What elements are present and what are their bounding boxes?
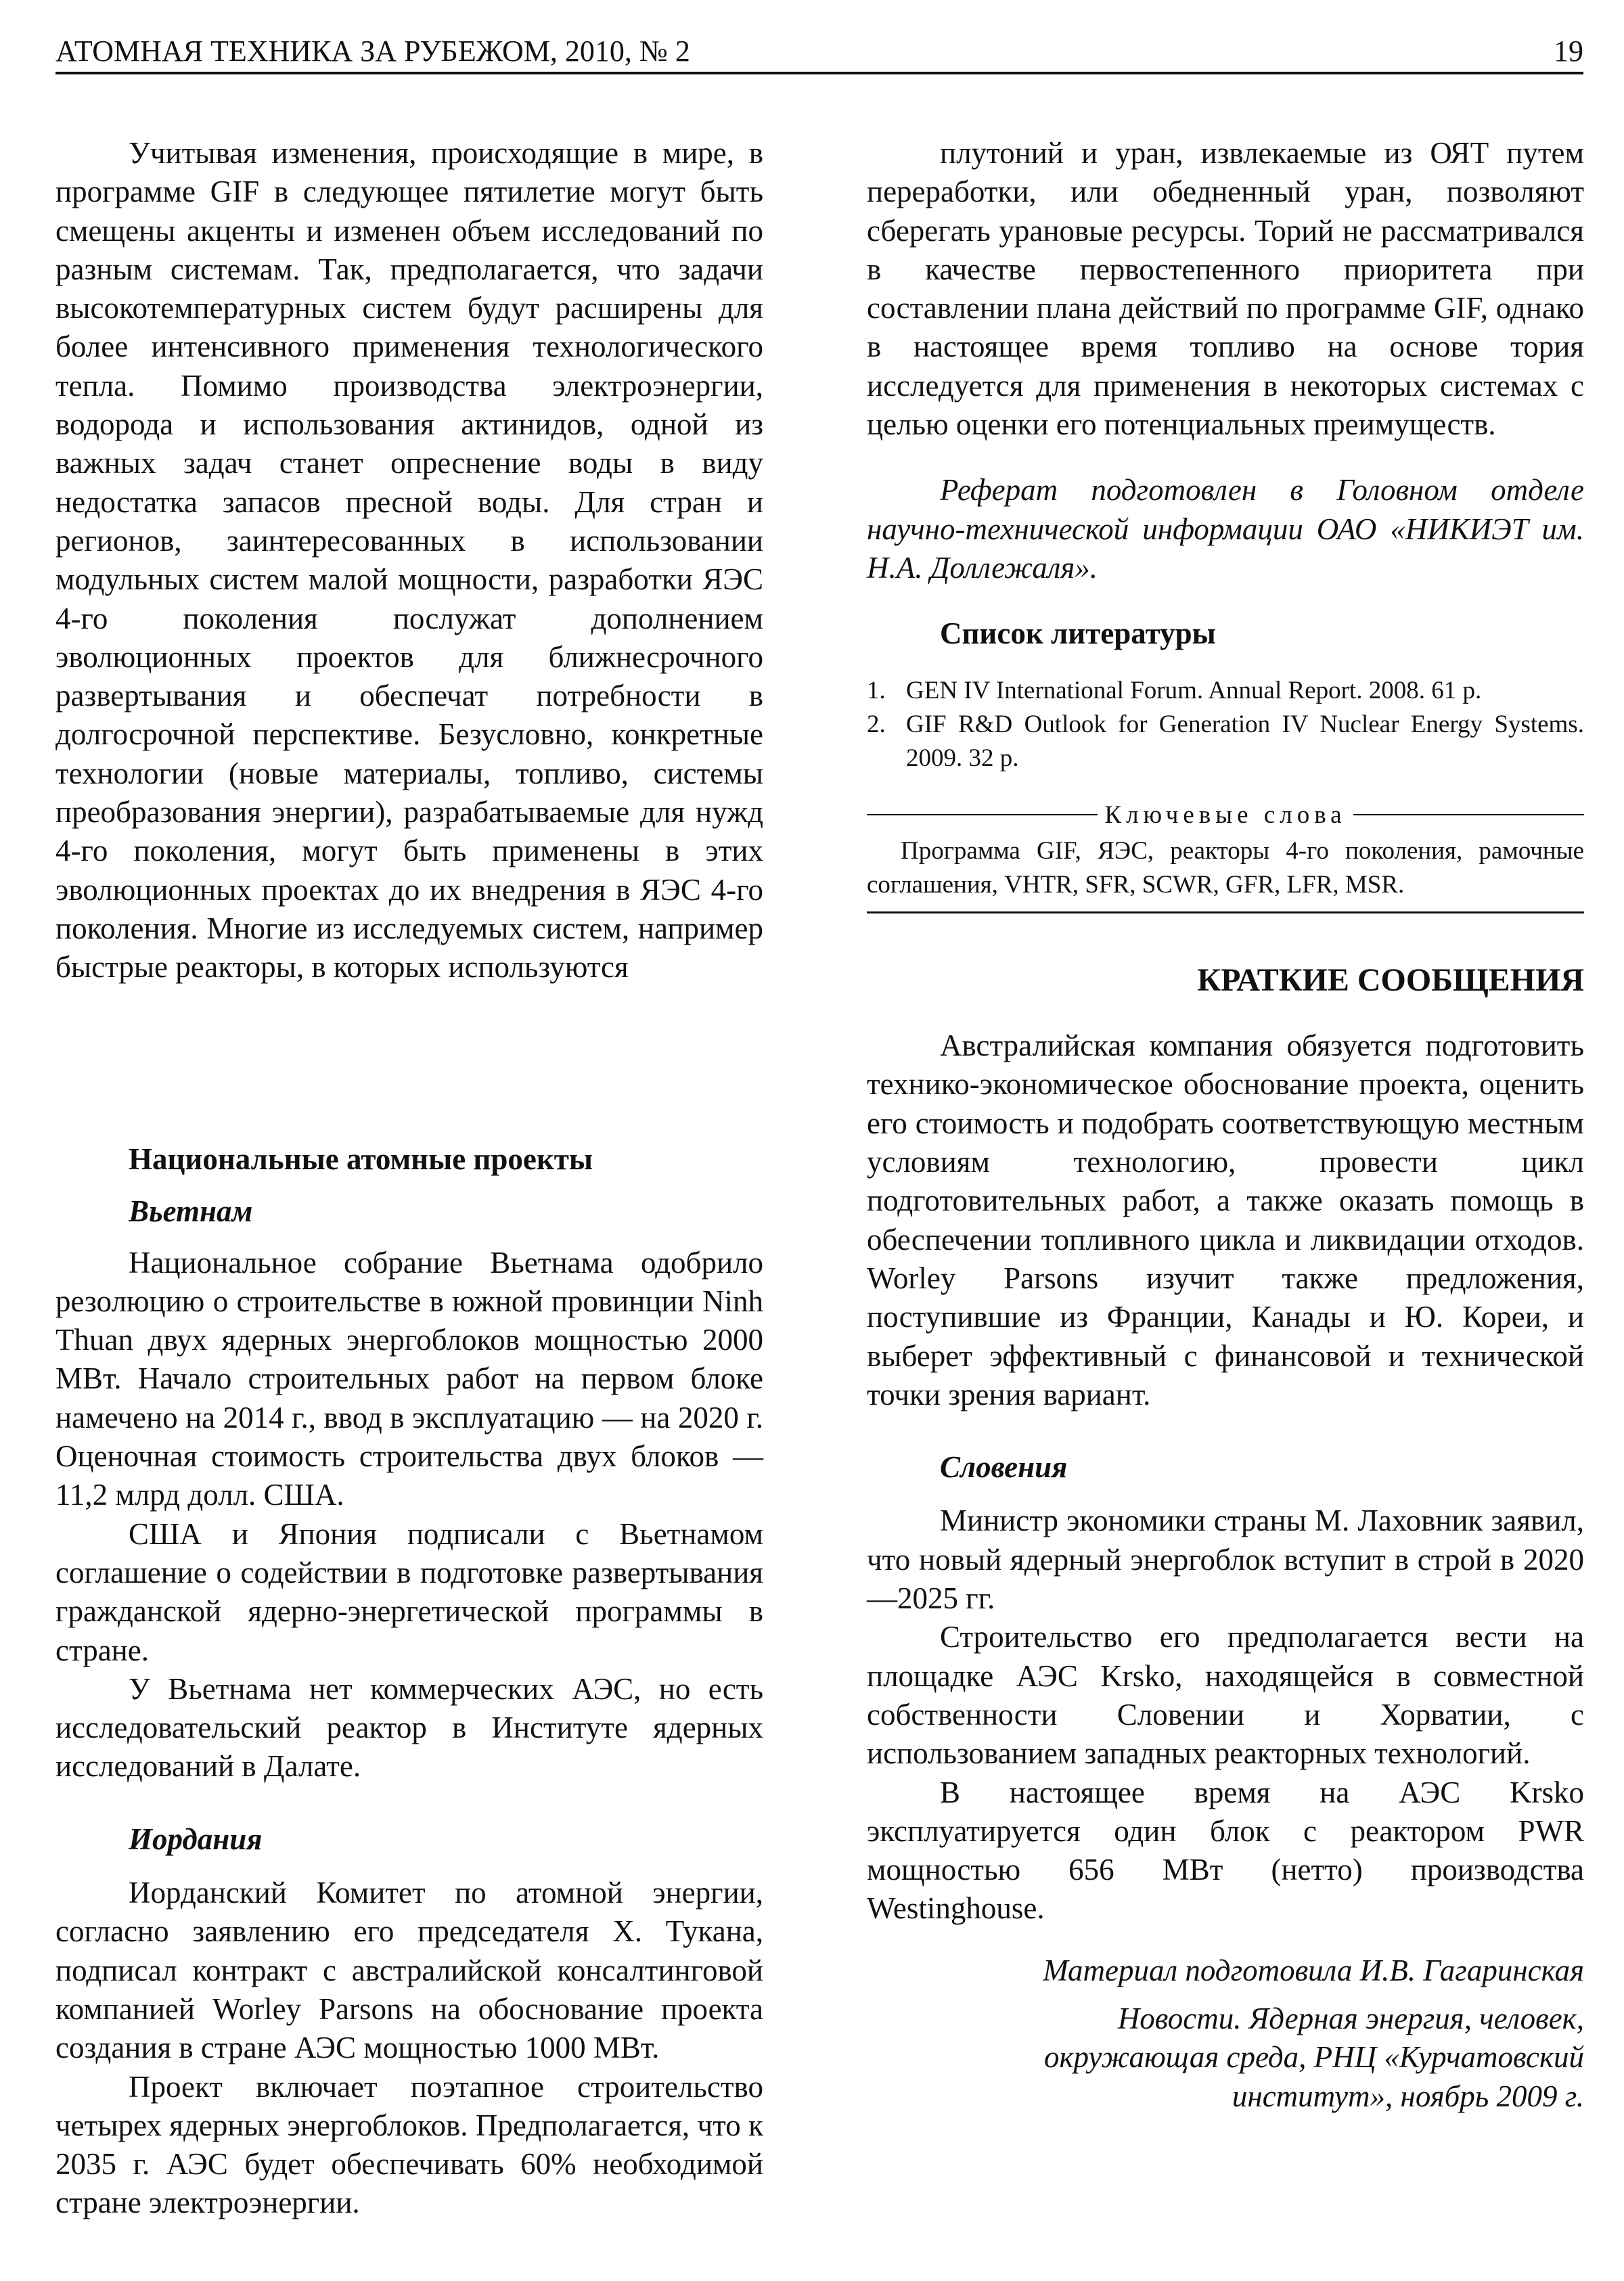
jordan-title: Иордания	[129, 1822, 263, 1856]
jordan-paragraph: Иорданский Комитет по атомной энергии, согласно заявлению его председателя Х. Тукана, подписал контракт с австралийской консалтинговой компанией Worley Parsons на обоснование проекта создания в стране АЭС мощностью 1000 МВт.	[55, 1876, 763, 2065]
reference-text: GIF R&D Outlook for Generation IV Nuclear Energy Systems. 2009. 32 p.	[906, 710, 1584, 772]
keywords-title	[867, 796, 1584, 834]
vietnam-paragraph: Национальное собрание Вьетнама одобрило резолюцию о строительстве в южной провинции Ninh Thuan двух ядерных энергоблоков мощностью 2000 МВт. Начало строительных работ на первом блоке намечено на 2014 г., ввод в эксплуатацию — на 2020 г. Оценочная стоимость строительства двух блоков — 11,2 млрд долл. США.	[55, 1245, 763, 1512]
reference-item	[867, 708, 1584, 775]
page-number: 19	[1554, 35, 1583, 68]
slovenia-title: Словения	[940, 1450, 1068, 1485]
running-header	[55, 28, 1583, 74]
vietnam-paragraph: У Вьетнама нет коммерческих АЭС, но есть исследовательский реактор в Институте ядерных исследований в Далате.	[55, 1671, 763, 1784]
keywords-text: Программа GIF, ЯЭС, реакторы 4-го поколения, рамочные соглашения, VHTR, SFR, SCWR, GFR, LFR, MSR.	[867, 834, 1584, 913]
national-projects	[55, 1140, 763, 2223]
keywords-label: Ключевые слова	[1104, 800, 1347, 829]
slovenia-paragraph: Строительство его предполагается вести на площадке АЭС Krsko, находящейся в совместной собственности Словении и Хорватии, с использованием западных реакторных технологий.	[867, 1620, 1584, 1771]
right-top	[867, 134, 1584, 2116]
reference-text: GEN IV International Forum. Annual Report. 2008. 61 p.	[906, 676, 1482, 704]
intro-continuation: плутоний и уран, извлекаемые из ОЯТ путем переработки, или обедненный уран, позволяют сберегать урановые ресурсы. Торий не рассматривался в качестве первостепенного приоритета при составлении плана действий по программе GIF, однако в настоящее время топливо на основе тория исследуется для применения в некоторых системах с целью оценки его потенциальных преимуществ.	[867, 136, 1584, 442]
references-title: Список литературы	[940, 616, 1216, 651]
reference-number: 1.	[867, 676, 886, 704]
journal-title: АТОМНАЯ ТЕХНИКА ЗА РУБЕЖОМ, 2010, № 2	[55, 35, 690, 68]
slovenia-paragraph: В настоящее время на АЭС Krsko эксплуатируется один блок с реактором PWR мощностью 656 МВт (нетто) производства Westinghouse.	[867, 1775, 1584, 1926]
references-list	[867, 674, 1584, 775]
reference-item	[867, 674, 1584, 708]
slovenia-paragraph: Министр экономики страны М. Лаховник заявил, что новый ядерный энергоблок вступит в строй в 2020—2025 гг.	[867, 1504, 1584, 1616]
left-intro	[55, 134, 763, 987]
source-credit: Новости. Ядерная энергия, человек, окружающая среда, РНЦ «Курчатовский институт», ноябрь 2009 г.	[1043, 2001, 1584, 2113]
vietnam-title: Вьетнам	[129, 1194, 253, 1229]
author-credit: Материал подготовила И.В. Гагаринская	[1043, 1953, 1584, 1987]
section-title: Национальные атомные проекты	[129, 1142, 593, 1176]
reference-number: 2.	[867, 710, 886, 738]
jordan-continuation: Австралийская компания обязуется подготовить технико-экономическое обоснование проекта, оценить его стоимость и подобрать соответствующую местным условиям технологию, провести цикл подготовительных работ, а также оказать помощь в обеспечении топливного цикла и ликвидации отходов. Worley Parsons изучит также предложения, поступившие из Франции, Канады и Ю. Кореи, и выберет эффективный с финансовой и технической точки зрения вариант.	[867, 1029, 1584, 1411]
intro-paragraph: Учитывая изменения, происходящие в мире, в программе GIF в следующее пятилетие могут быть смещены акценты и изменен объем исследований по разным системам. Так, предполагается, что задачи высокотемпературных систем будут расширены для более интенсивного применения технологического тепла. Помимо производства электроэнергии, водорода и использования актинидов, одной из важных задач станет опреснение воды в виду недостатка запасов пресной воды. Для стран и регионов, заинтересованных в использовании модульных систем малой мощности, разработки ЯЭС 4-го поколения послужат дополнением эволюционных проектов для ближнесрочного развертывания и обеспечат потребности в долгосрочной перспективе. Безусловно, конкретные технологии (новые материалы, топливо, системы преобразования энергии), разрабатываемые для нужд 4-го поколения, могут быть применены в этих эволюционных проектах до их внедрения в ЯЭС 4-го поколения. Многие из исследуемых систем, например быстрые реакторы, в которых используются	[55, 136, 763, 985]
abstract-note: Реферат подготовлен в Головном отделе научно-технической информации ОАО «НИКИЭТ им. Н.А. Доллежаля».	[867, 473, 1584, 585]
vietnam-paragraph: США и Япония подписали с Вьетнамом соглашение о содействии в подготовке развертывания гражданской ядерно-энергетической программы в стране.	[55, 1516, 763, 1667]
jordan-paragraph: Проект включает поэтапное строительство четырех ядерных энергоблоков. Предполагается, что к 2035 г. АЭС будет обеспечивать 60% необходимой стране электроэнергии.	[55, 2069, 763, 2220]
brief-news-title: КРАТКИЕ СООБЩЕНИЯ	[1197, 962, 1584, 998]
